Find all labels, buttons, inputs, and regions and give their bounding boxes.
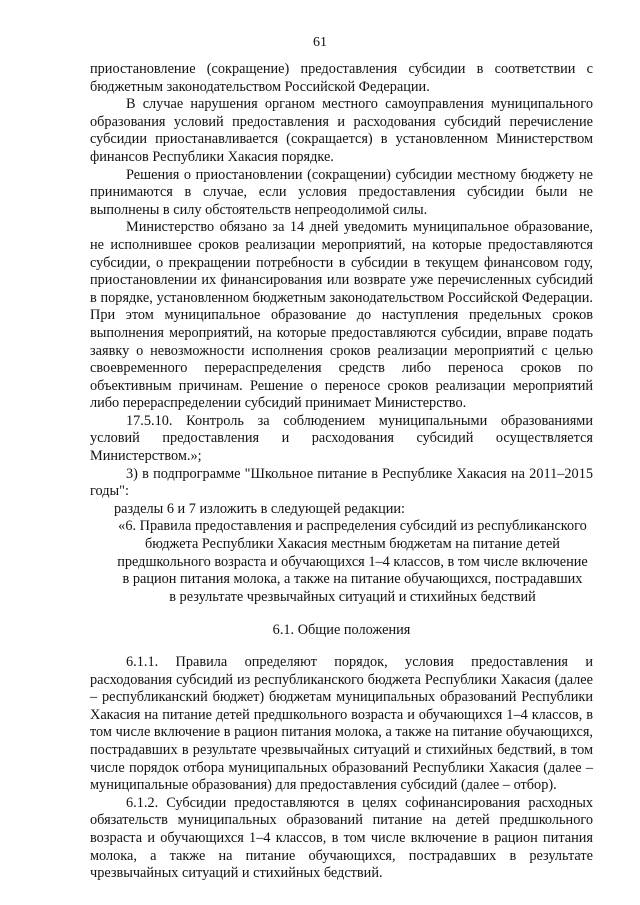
paragraph: приостановление (сокращение) предоставления субсидии в соответствии с бюджетным законодательством Российской Федерации. bbox=[90, 61, 593, 95]
page-content bbox=[90, 61, 593, 883]
subsection-heading: 6.1. Общие положения bbox=[272, 622, 411, 639]
title-line: «6. Правила предоставления и распределения субсидий из республиканского bbox=[118, 518, 587, 535]
paragraph: Решения о приостановлении (сокращении) субсидии местному бюджету не принимаются в случае, если условия предоставления субсидии были не выполнены в силу обстоятельств непреодолимой силы. bbox=[90, 166, 593, 218]
title-line: в рацион питания молока, а также на питание обучающихся, пострадавших bbox=[122, 571, 583, 588]
paragraph: 6.1.1. Правила определяют порядок, условия предоставления и расходования субсидий из республиканского бюджета Республики Хакасия (далее – республиканский бюджет) бюджетам муниципальных образований Республики Хакасия на питание детей предшкольного возраста и обучающихся 1–4 классов, в том числе включение в рацион питания молока, а также на питание обучающихся, пострадавших в результате чрезвычайных ситуаций и стихийных бедствий, в том числе порядок отбора муниципальных образований Республики Хакасия (далее – муниципальные образования) для предоставления субсидий (далее – отбор). bbox=[90, 654, 593, 794]
paragraph: Министерство обязано за 14 дней уведомить муниципальное образование, не исполнившее сроков реализации мероприятий, на которые предоставляются субсидии, о прекращении потребности в субсидии в текущем финансовом году, приостановлении их финансирования или возврате уже перечисленных субсидий в порядке, установленном бюджетным законодательством Российской Федерации. При этом муниципальное образование до наступления предельных сроков выполнения мероприятий, на которые предоставляются субсидии, вправе подать заявку о невозможности исполнения сроков реализации мероприятий с целью своевременного перераспределения средств либо переноса сроков по объективным причинам. Решение о переносе сроков реализации мероприятий либо перераспределении субсидий принимает Министерство. bbox=[90, 219, 593, 412]
paragraph: 6.1.2. Субсидии предоставляются в целях софинансирования расходных обязательств муниципальных образований питание на детей предшкольного возраста и обучающихся 1–4 классов, в том числе включение в рацион питания молока, а также на питание обучающихся, пострадавших в результате чрезвычайных ситуаций и стихийных бедствий. bbox=[90, 794, 593, 882]
paragraph: В случае нарушения органом местного самоуправления муниципального образования условий предоставления и расходования субсидий перечисление субсидии приостанавливается (сокращается) в установленном Министерством финансов Республики Хакасия порядке. bbox=[90, 96, 593, 165]
page-number: 61 bbox=[313, 35, 327, 50]
title-line: в результате чрезвычайных ситуаций и стихийных бедствий bbox=[169, 588, 536, 605]
title-line: бюджета Республики Хакасия местным бюджетам на питание детей bbox=[145, 536, 560, 553]
section-title-block bbox=[90, 518, 593, 606]
title-line: предшкольного возраста и обучающихся 1–4 классов, в том числе включение bbox=[117, 553, 588, 570]
paragraph: разделы 6 и 7 изложить в следующей редакции: bbox=[114, 500, 406, 517]
paragraph: 3) в подпрограмме "Школьное питание в Республике Хакасия на 2011–2015 годы": bbox=[90, 465, 593, 500]
paragraph: 17.5.10. Контроль за соблюдением муниципальными образованиями условий предоставления и расходования субсидий осуществляется Министерством.»; bbox=[90, 412, 593, 465]
